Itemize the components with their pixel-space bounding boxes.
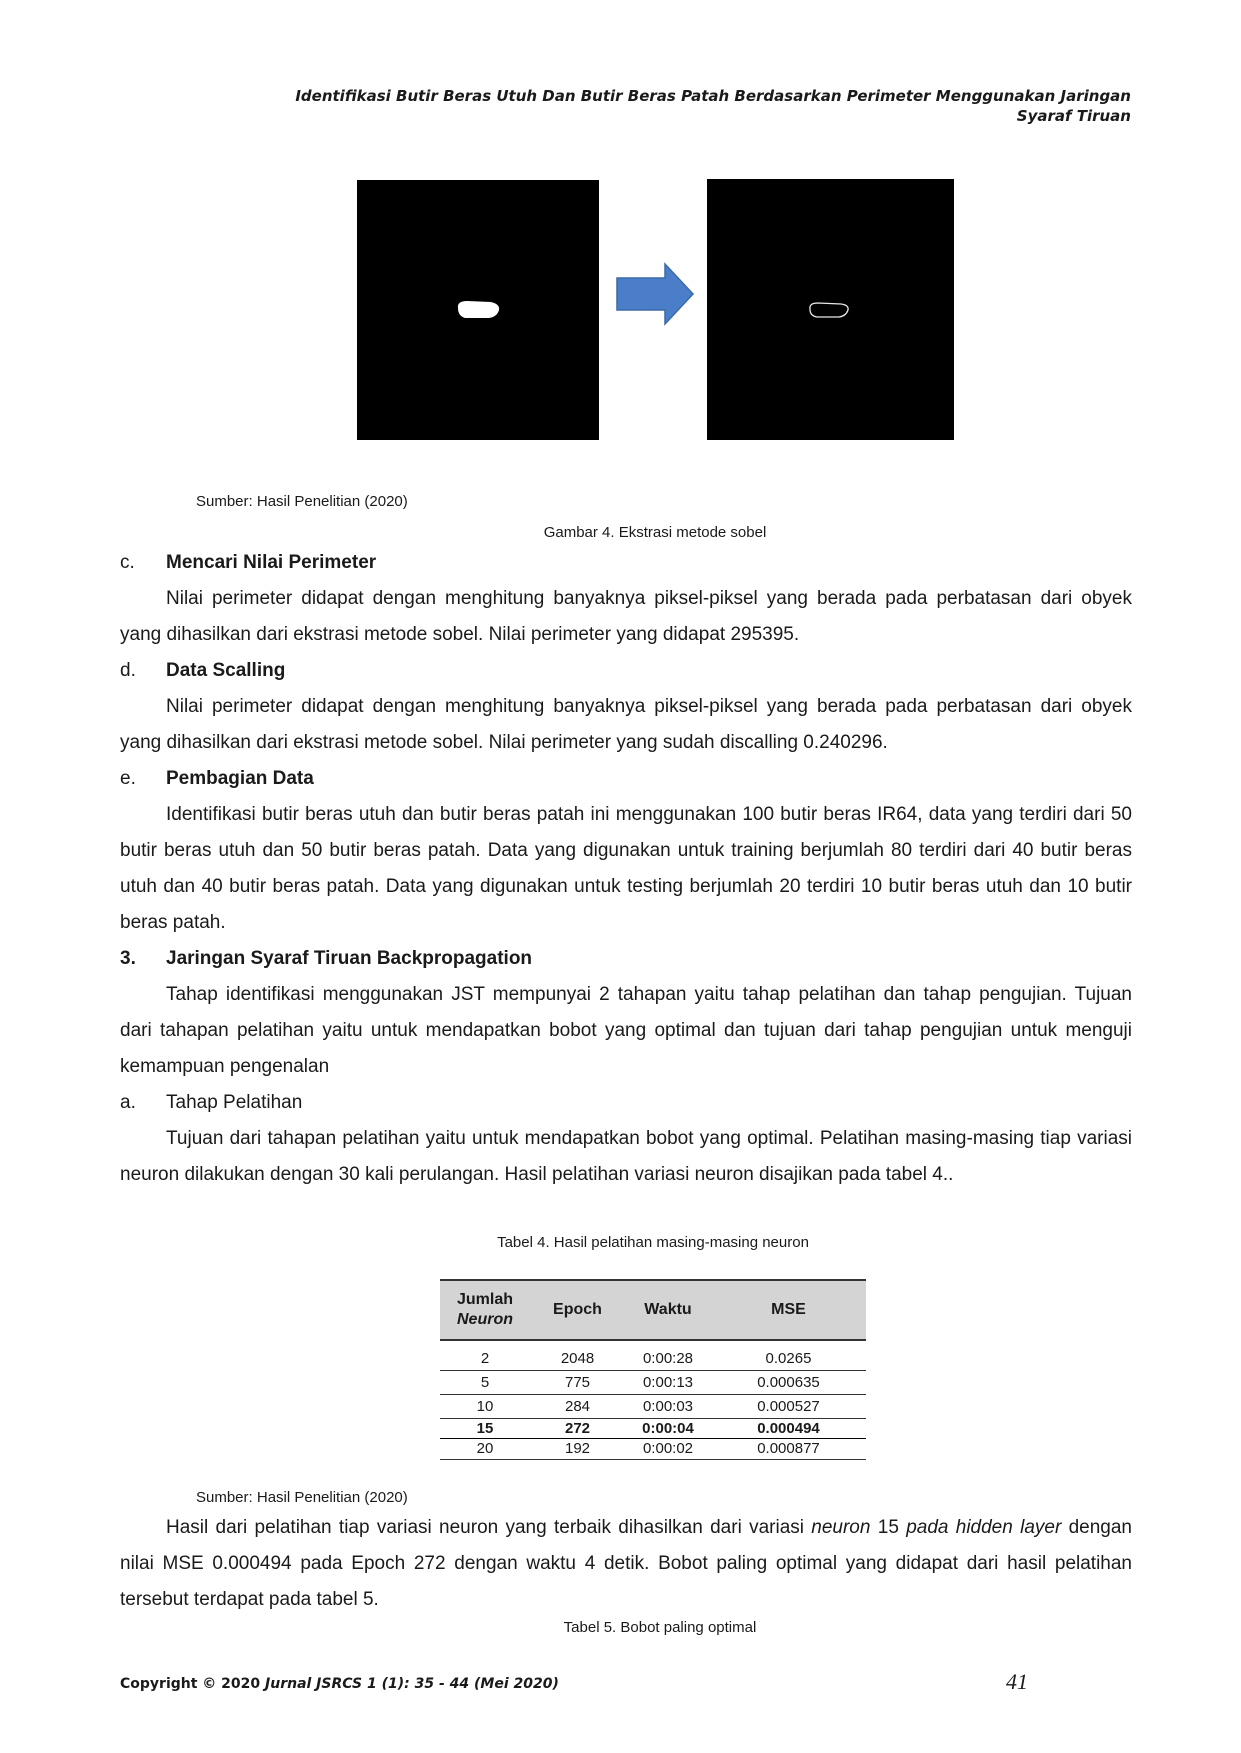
- section-paragraph-d: Nilai perimeter didapat dengan menghitung banyaknya piksel-piksel yang berada pada perbatasan dari obyek yang dihasilkan dari ekstrasi metode sobel. Nilai perimeter yang sudah discalling 0.240296.: [120, 696, 1132, 753]
- result-text-part2: 15: [870, 1517, 907, 1538]
- training-results-table: [440, 1279, 866, 1460]
- result-text-part1: Hasil dari pelatihan tiap variasi neuron yang terbaik dihasilkan dari variasi: [166, 1517, 812, 1538]
- cell-neuron: 2: [480, 1350, 490, 1367]
- right-arrow-icon: [615, 262, 695, 326]
- cell-epoch: 775: [564, 1374, 591, 1391]
- cell-neuron: 15: [476, 1420, 494, 1437]
- table-row-best: [440, 1419, 866, 1439]
- section-paragraph-e: Identifikasi butir beras utuh dan butir beras patah ini menggunakan 100 butir beras IR64, data yang terdiri dari 50 butir beras utuh dan 50 butir beras patah. Data yang digunakan untuk training berjumlah 80 terdiri dari 40 butir beras utuh dan 40 butir beras patah. Data yang digunakan untuk testing berjumlah 20 terdiri 10 butir beras utuh dan 10 butir beras patah.: [120, 804, 1132, 933]
- section-paragraph-a: Tujuan dari tahapan pelatihan yaitu untuk mendapatkan bobot yang optimal. Pelatihan masing-masing tiap variasi neuron dilakukan dengan 30 kali perulangan. Hasil pelatihan variasi neuron disajikan pada tabel 4..: [120, 1128, 1132, 1185]
- section-number: 3.: [120, 948, 136, 969]
- cell-mse: 0.000494: [757, 1420, 820, 1437]
- cell-waktu: 0:00:04: [642, 1420, 694, 1437]
- cell-waktu: 0:00:02: [642, 1440, 694, 1457]
- column-header-jumlah-neuron: [440, 1280, 530, 1340]
- section-paragraph-3: Tahap identifikasi menggunakan JST mempunyai 2 tahapan yaitu tahap pelatihan dan tahap pengujian. Tujuan dari tahapan pelatihan yaitu untuk mendapatkan bobot yang optimal dan tujuan dari tahap pengujian untuk menguji kemampuan pengenalan: [120, 984, 1132, 1077]
- rice-grain-filled: [357, 180, 599, 440]
- section-paragraph-c: Nilai perimeter didapat dengan menghitung banyaknya piksel-piksel yang berada pada perbatasan dari obyek yang dihasilkan dari ekstrasi metode sobel. Nilai perimeter yang didapat 295395.: [120, 588, 1132, 645]
- section-number: a.: [120, 1092, 136, 1113]
- section-title: Data Scalling: [166, 660, 286, 681]
- header-neuron: Neuron: [457, 1311, 513, 1328]
- running-header-line1: Identifikasi Butir Beras Utuh Dan Butir Beras Patah Berdasarkan Perimeter Menggunakan Jaringan: [295, 87, 1131, 105]
- result-neuron-word: neuron: [811, 1517, 871, 1538]
- cell-mse: 0.0265: [765, 1350, 812, 1367]
- result-paragraph: [120, 1510, 1132, 1618]
- running-header: [131, 86, 1131, 126]
- cell-waktu: 0:00:13: [642, 1374, 694, 1391]
- table-row: [440, 1439, 866, 1460]
- cell-epoch: 192: [564, 1440, 591, 1457]
- column-header-mse: MSE: [711, 1280, 866, 1340]
- figure-sobel-extraction: [357, 180, 954, 440]
- table5-caption: Tabel 5. Bobot paling optimal: [563, 1619, 757, 1636]
- table-row: [440, 1371, 866, 1395]
- section-heading-d: [120, 653, 1132, 689]
- journal-citation: Jurnal JSRCS 1 (1): 35 - 44 (Mei 2020): [265, 1676, 559, 1692]
- section-heading-c: [120, 545, 1132, 581]
- section-title: Pembagian Data: [166, 768, 314, 789]
- cell-neuron: 20: [476, 1440, 494, 1457]
- copyright-prefix: Copyright © 2020: [120, 1676, 266, 1692]
- section-heading-3: [120, 941, 1132, 977]
- section-number: c.: [120, 552, 135, 573]
- section-heading-a: [120, 1085, 1132, 1121]
- cell-neuron: 10: [476, 1398, 494, 1415]
- result-text: [120, 1510, 1132, 1618]
- cell-epoch: 272: [564, 1420, 591, 1437]
- cell-neuron: 5: [480, 1374, 490, 1391]
- table-row: [440, 1340, 866, 1371]
- section-title: Jaringan Syaraf Tiruan Backpropagation: [166, 948, 533, 969]
- result-hidden-layer: pada hidden layer: [906, 1517, 1062, 1538]
- copyright-footer: [120, 1676, 559, 1692]
- cell-waktu: 0:00:03: [642, 1398, 694, 1415]
- header-jumlah: Jumlah: [456, 1291, 513, 1308]
- cell-mse: 0.000877: [757, 1440, 820, 1457]
- cell-mse: 0.000635: [757, 1374, 820, 1391]
- section-number: d.: [120, 660, 136, 681]
- column-header-waktu: Waktu: [625, 1280, 711, 1340]
- table4: [440, 1279, 866, 1460]
- sobel-edge-image: [707, 179, 954, 440]
- result-text-part3: dengan nilai MSE 0.000494 pada Epoch 272 dengan waktu 4 detik. Bobot paling optimal yang didapat dari hasil pelatihan tersebut terdapat pada tabel 5.: [120, 1517, 1132, 1610]
- table-row: [440, 1395, 866, 1419]
- rice-grain-edge: [707, 179, 954, 440]
- section-title: Tahap Pelatihan: [166, 1092, 303, 1113]
- cell-epoch: 284: [564, 1398, 591, 1415]
- figure-caption: Gambar 4. Ekstrasi metode sobel: [543, 524, 767, 541]
- cell-waktu: 0:00:28: [642, 1350, 694, 1367]
- column-header-epoch: Epoch: [530, 1280, 625, 1340]
- cell-epoch: 2048: [560, 1350, 595, 1367]
- running-header-line2: Syaraf Tiruan: [1016, 107, 1131, 125]
- table4-source: Sumber: Hasil Penelitian (2020): [196, 1489, 408, 1506]
- table4-caption: Tabel 4. Hasil pelatihan masing-masing neuron: [497, 1234, 809, 1251]
- section-heading-e: [120, 761, 1132, 797]
- binary-rice-image: [357, 180, 599, 440]
- section-title: Mencari Nilai Perimeter: [166, 552, 377, 573]
- body-text: [120, 545, 1132, 1193]
- page-number: 41: [1006, 1669, 1028, 1694]
- figure-source: Sumber: Hasil Penelitian (2020): [196, 493, 408, 510]
- cell-mse: 0.000527: [757, 1398, 820, 1415]
- section-number: e.: [120, 768, 136, 789]
